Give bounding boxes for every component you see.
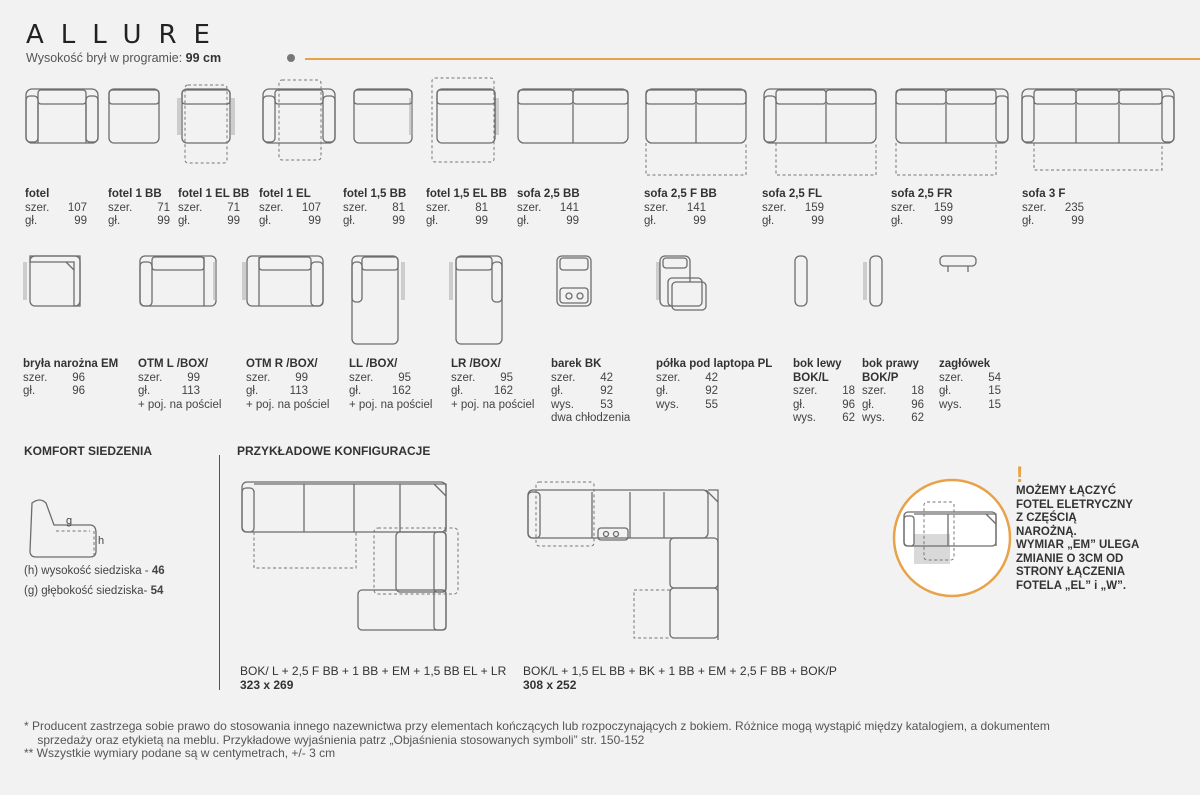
drawing-fotel: [26, 89, 98, 143]
extra: + poj. na pościel: [451, 398, 535, 411]
k: szer.: [246, 371, 271, 384]
note-line: Z CZĘŚCIĄ: [1016, 512, 1077, 524]
v: 159: [933, 201, 953, 214]
g-value: 54: [150, 585, 164, 597]
k: wys.: [793, 412, 816, 424]
k: gł.: [644, 215, 657, 227]
footnote-1b: sprzedaży oraz etykietą na meblu. Przykładowe wyjaśnienia patrz „Objaśnienia stosowanych symboli” str. 150-152: [24, 732, 645, 747]
config-1-formula: BOK/ L + 2,5 F BB + 1 BB + EM + 1,5 BB EL + LR: [240, 664, 507, 678]
v: 141: [686, 201, 706, 214]
config-1-drawing: [242, 482, 458, 630]
note-line: STRONY ŁĄCZENIA: [1016, 566, 1126, 578]
k: gł.: [259, 215, 272, 227]
g-label: głębokość siedziska-: [38, 585, 151, 597]
v: 99: [74, 215, 87, 227]
name: LL /BOX/: [349, 358, 398, 370]
k: wys.: [862, 412, 885, 424]
v: 96: [72, 385, 85, 397]
k: szer.: [25, 201, 50, 214]
name: fotel 1 BB: [108, 188, 162, 200]
drawing-zaglowek: [940, 256, 976, 272]
k: gł.: [451, 385, 464, 397]
drawing-sofa-25-bb: [518, 89, 628, 143]
v: 18: [842, 385, 855, 397]
configs-title: PRZYKŁADOWE KONFIGURACJE: [237, 444, 431, 458]
komfort-title: KOMFORT SIEDZENIA: [24, 444, 152, 458]
v: 71: [157, 201, 170, 214]
v: 99: [295, 371, 308, 384]
v: 54: [988, 371, 1001, 384]
drawing-bryla-narozna-em: [24, 256, 80, 306]
name: fotel 1,5 BB: [343, 188, 407, 200]
spec-fotel-1-el: [259, 188, 321, 229]
v: 235: [1064, 201, 1084, 214]
v: 99: [693, 215, 706, 227]
extra: dwa chłodzenia: [551, 412, 631, 424]
k: gł.: [862, 398, 875, 411]
v: 113: [181, 385, 200, 397]
v: 15: [988, 385, 1001, 397]
name: sofa 2,5 FL: [762, 188, 823, 200]
drawing-polka-pl: [657, 256, 706, 310]
program-height-value: 99 cm: [185, 51, 222, 65]
k: szer.: [138, 371, 163, 384]
v: 92: [705, 385, 718, 397]
combination-illustration: [890, 474, 1014, 602]
extra: + poj. na pościel: [246, 398, 330, 411]
warning-icon: !: [1016, 462, 1024, 487]
k: gł.: [25, 215, 38, 227]
k: szer.: [349, 371, 374, 384]
k: gł.: [551, 385, 564, 397]
k: gł.: [891, 215, 904, 227]
komfort-h: [24, 565, 165, 577]
v: 162: [391, 385, 411, 397]
k: gł.: [23, 385, 36, 397]
v: 99: [940, 215, 953, 227]
spec-sofa-25-fl: [762, 188, 824, 229]
komfort-g: [24, 585, 163, 597]
k: gł.: [343, 215, 356, 227]
v: 99: [187, 371, 200, 384]
v: 62: [842, 412, 855, 424]
v: 92: [600, 385, 613, 397]
v: 99: [392, 215, 405, 227]
h-value: 46: [151, 565, 165, 577]
k: gł.: [517, 215, 530, 227]
spec-sofa-25-fr: [891, 188, 953, 229]
drawing-sofa-25-fr: [896, 89, 1008, 175]
drawing-fotel-1-el-bb: [178, 85, 234, 163]
k: szer.: [656, 371, 681, 384]
v: 99: [1071, 215, 1084, 227]
v: 99: [566, 215, 579, 227]
v: 95: [500, 371, 513, 384]
combination-note: [1016, 485, 1156, 593]
name: fotel: [25, 188, 50, 200]
drawing-ll: [352, 256, 404, 344]
name: barek BK: [551, 358, 602, 370]
spec-otm-l: [138, 358, 221, 412]
spec-bok-prawy: [862, 358, 924, 426]
spec-fotel-1-el-bb: [178, 188, 249, 229]
v: 99: [811, 215, 824, 227]
footnotes: [24, 720, 1174, 761]
k: szer.: [451, 371, 476, 384]
spec-zaglowek: [939, 358, 1001, 412]
k: wys.: [656, 398, 679, 411]
v: 96: [72, 371, 85, 384]
v: 15: [988, 398, 1001, 411]
spec-barek: [551, 358, 630, 426]
h-key: (h): [24, 565, 39, 577]
name2: BOK/L: [793, 371, 829, 384]
k: szer.: [762, 201, 787, 214]
note-line: FOTELA „EL” i „W”.: [1016, 579, 1127, 592]
drawing-barek-bk: [557, 256, 591, 306]
config-1-size: 323 x 269: [240, 678, 294, 692]
k: szer.: [343, 201, 368, 214]
v: 107: [67, 201, 87, 214]
drawing-otm-r: [243, 256, 323, 306]
v: 95: [398, 371, 411, 384]
v: 96: [911, 398, 924, 411]
v: 99: [308, 215, 321, 227]
k: gł.: [426, 215, 439, 227]
v: 42: [600, 371, 613, 384]
spec-fotel-15-bb: [343, 188, 406, 229]
v: 96: [842, 398, 855, 411]
note-line: ZMIANIE O 3CM OD: [1016, 552, 1124, 565]
spec-fotel-1-bb: [108, 188, 170, 229]
v: 55: [705, 398, 718, 411]
drawing-fotel-15-el-bb: [432, 78, 498, 162]
note-line: WYMIAR „EM” ULEGA: [1016, 539, 1140, 551]
k: szer.: [1022, 201, 1047, 214]
v: 107: [301, 201, 321, 214]
config-2-caption: [523, 664, 837, 692]
v: 62: [911, 412, 924, 424]
v: 141: [559, 201, 579, 214]
note-line: FOTEL ELETRYCZNY: [1016, 498, 1133, 511]
name2: BOK/P: [862, 371, 899, 384]
v: 159: [804, 201, 824, 214]
v: 18: [911, 385, 924, 397]
drawing-otm-l: [140, 256, 216, 306]
spec-sofa-3-f: [1022, 188, 1084, 229]
name: fotel 1 EL: [259, 188, 311, 200]
name: sofa 2,5 BB: [517, 188, 580, 200]
k: szer.: [891, 201, 916, 214]
section-divider: [219, 455, 220, 690]
spec-sofa-25-f-bb: [644, 188, 717, 229]
k: gł.: [762, 215, 775, 227]
spec-em: [23, 358, 118, 399]
config-1-caption: [240, 664, 506, 692]
v: 81: [392, 201, 405, 214]
name: sofa 2,5 FR: [891, 188, 953, 200]
k: gł.: [1022, 215, 1035, 227]
v: 99: [157, 215, 170, 227]
footnote-2: ** Wszystkie wymiary podane są w centymetrach, +/- 3 cm: [24, 746, 336, 760]
config-2-formula: BOK/L + 1,5 EL BB + BK + 1 BB + EM + 2,5 F BB + BOK/P: [523, 664, 837, 678]
komfort-drawing: [20, 495, 110, 565]
name: LR /BOX/: [451, 358, 501, 370]
h-label: wysokość siedziska -: [38, 565, 152, 577]
g-key: (g): [24, 585, 39, 597]
v: 99: [475, 215, 488, 227]
v: 99: [227, 215, 240, 227]
k: gł.: [349, 385, 362, 397]
name: OTM L /BOX/: [138, 358, 209, 370]
v: 113: [289, 385, 308, 397]
g-mark: g: [66, 515, 73, 527]
config-2-size: 308 x 252: [523, 678, 577, 692]
drawing-bok-prawy: [864, 256, 882, 306]
k: wys.: [551, 398, 574, 411]
name: bryła narożna EM: [23, 358, 119, 370]
spec-bok-lewy: [793, 358, 855, 426]
k: gł.: [108, 215, 121, 227]
spec-fotel: [25, 188, 87, 229]
footnote-1: * Producent zastrzega sobie prawo do stosowania innego nazewnictwa przy elementach kończących lub rozpoczynających z bokiem. Różnice mogą wystąpić między katalogiem, a dokumentem: [24, 719, 1050, 733]
spec-lr: [451, 358, 534, 412]
extra: + poj. na pościel: [349, 398, 433, 411]
name: bok lewy: [793, 358, 842, 370]
k: szer.: [644, 201, 669, 214]
name: sofa 2,5 F BB: [644, 188, 717, 200]
configs-drawing: [230, 470, 790, 650]
k: gł.: [939, 385, 952, 397]
spec-otm-r: [246, 358, 329, 412]
drawing-fotel-15-bb: [354, 89, 412, 143]
v: 42: [705, 371, 718, 384]
name: OTM R /BOX/: [246, 358, 318, 370]
program-height-label: Wysokość brył w programie:: [26, 51, 183, 65]
drawing-bok-lewy: [795, 256, 807, 306]
spec-polka: [656, 358, 772, 412]
extra: + poj. na pościel: [138, 398, 222, 411]
v: 81: [475, 201, 488, 214]
name: zagłówek: [939, 358, 991, 370]
v: 71: [227, 201, 240, 214]
drawing-sofa-3-f: [1022, 89, 1174, 170]
name: fotel 1 EL BB: [178, 188, 250, 200]
k: szer.: [178, 201, 203, 214]
h-mark: h: [98, 535, 105, 547]
name: półka pod laptopa PL: [656, 358, 773, 370]
k: szer.: [259, 201, 284, 214]
v: 53: [600, 398, 613, 411]
note-line: NAROŻNĄ.: [1016, 525, 1077, 538]
k: wys.: [939, 398, 962, 411]
drawing-fotel-1-bb: [109, 89, 159, 143]
k: gł.: [138, 385, 151, 397]
spec-ll: [349, 358, 432, 412]
drawing-lr: [450, 256, 502, 344]
k: gł.: [246, 385, 259, 397]
drawing-sofa-25-fl: [764, 89, 876, 175]
k: gł.: [793, 398, 806, 411]
k: szer.: [939, 371, 964, 384]
v: 162: [493, 385, 513, 397]
name: fotel 1,5 EL BB: [426, 188, 507, 200]
brand-title: ALLURE: [26, 20, 227, 50]
name: bok prawy: [862, 358, 919, 370]
drawing-fotel-1-el: [263, 80, 335, 160]
k: szer.: [551, 371, 576, 384]
k: szer.: [862, 385, 887, 397]
k: gł.: [178, 215, 191, 227]
k: szer.: [793, 385, 818, 397]
drawing-sofa-25-f-bb: [646, 89, 746, 175]
spec-fotel-15-el-bb: [426, 188, 507, 229]
k: szer.: [23, 371, 48, 384]
name: sofa 3 F: [1022, 188, 1066, 200]
k: szer.: [426, 201, 451, 214]
k: szer.: [108, 201, 133, 214]
k: gł.: [656, 385, 669, 397]
config-2-drawing: [528, 482, 718, 640]
note-line: MOŻEMY ŁĄCZYĆ: [1016, 485, 1117, 497]
spec-sofa-25-bb: [517, 188, 580, 229]
k: szer.: [517, 201, 542, 214]
